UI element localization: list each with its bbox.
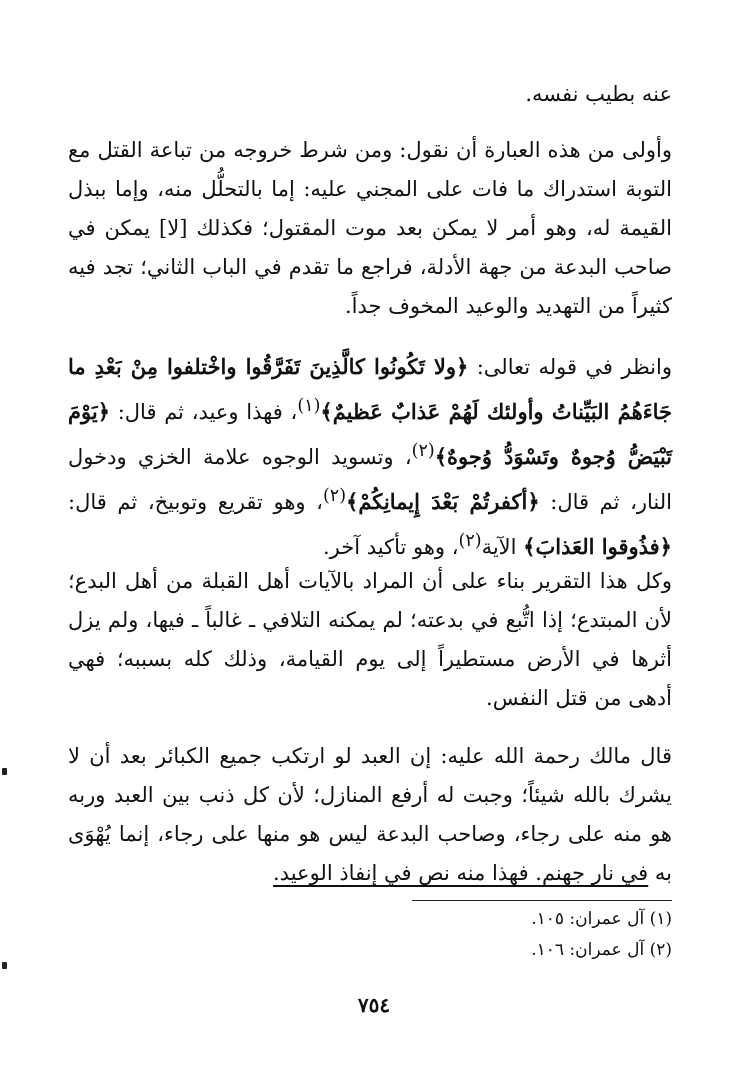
- quran-verse-2: ﴿يَوْمَ تَبْيَضُّ وُجوهٌ وتَسْوَدُّ وُجوهٌ﴾: [68, 399, 673, 469]
- paragraph-3: [68, 562, 672, 718]
- p4-main-text: قال مالك رحمة الله عليه: إن العبد لو ارتكب جميع الكبائر بعد أن لا يشرك بالله شيئاً؛ وجبت له أرفع المنازل؛ لأن كل ذنب بين العبد وربه هو منه على رجاء، وصاحب البدعة ليس هو منها على رجاء، إنما يُهْوَى به: [68, 744, 672, 885]
- paragraph-3-text: وكل هذا التقرير بناء على أن المراد بالآيات أهل القبلة من أهل البدع؛ لأن المبتدع؛ إذا اتُّبع في بدعته؛ لم يمكنه التلافي ـ غالباً ـ فيها، ولم يزل أثرها في الأرض مستطيراً إلى يوم القيامة، وذلك كله بسببه؛ فهي أدهى من قتل النفس.: [68, 569, 672, 710]
- opening-text: عنه بطيب نفسه.: [525, 82, 672, 106]
- paragraph-1: [68, 131, 672, 326]
- footnote-ref-1: (١): [297, 396, 321, 416]
- footnote-2: (٢) آل عمران: ١٠٦.: [531, 940, 672, 960]
- footnote-ref-4: (٢): [458, 531, 482, 551]
- p2-text-6: ، وهو تأكيد آخر.: [322, 535, 459, 559]
- quran-verse-3: ﴿أكفرتُمْ بَعْدَ إِيمانِكُمْ﴾: [346, 489, 540, 514]
- footnote-1: (١) آل عمران: ١٠٥.: [531, 909, 672, 929]
- opening-line: [68, 75, 672, 114]
- footnote-ref-3: (٢): [322, 486, 347, 506]
- quran-verse-1: ﴿ولا تَكُونُوا كالَّذِينَ تَفَرَّقُوا واخْتلفوا مِنْ بَعْدِ ما جَاءَهُمُ البَيِّناتُ وأولئك لَهُمْ عَذابٌ عَظيمٌ﴾: [68, 354, 672, 424]
- p2-text-4: ، وهو تقريع وتوبيخ، ثم قال:: [68, 490, 323, 514]
- footnote-separator: [412, 900, 672, 901]
- quran-verse-4: ﴿فذُوقوا العَذابَ﴾: [523, 534, 672, 559]
- p2-text-5: الآية: [481, 535, 524, 559]
- p2-text-2: ، فهذا وعيد، ثم قال:: [110, 400, 298, 424]
- p2-text-3: ، وتسويد الوجوه علامة الخزي ودخول النار، ثم قال:: [68, 445, 672, 514]
- paragraph-4: [68, 737, 672, 893]
- paragraph-2-text: [68, 347, 672, 567]
- scan-mark-dot: [2, 962, 7, 969]
- scan-mark-dot: [2, 768, 7, 775]
- footnote-ref-2: (٢): [411, 441, 435, 461]
- paragraph-1-text: وأولى من هذه العبارة أن نقول: ومن شرط خروجه من تباعة القتل مع التوبة استدراك ما فات على المجني عليه: إما بالتحلُّل منه، وإما ببذل القيمة له، وهو أمر لا يمكن بعد موت المقتول؛ فكذلك [لا] يمكن في صاحب البدعة من جهة الأدلة، فراجع ما تقدم في الباب الثاني؛ تجد فيه كثيراً من التهديد والوعيد المخوف جداً.: [68, 138, 672, 318]
- page-number: ٧٥٤: [357, 993, 391, 1017]
- p2-text-1: وانظر في قوله تعالى:: [468, 355, 672, 379]
- p4-underlined-text: في نار جهنم. فهذا منه نص في إنفاذ الوعيد.: [273, 861, 649, 885]
- paragraph-4-text: [68, 737, 672, 893]
- paragraph-2: [68, 347, 672, 567]
